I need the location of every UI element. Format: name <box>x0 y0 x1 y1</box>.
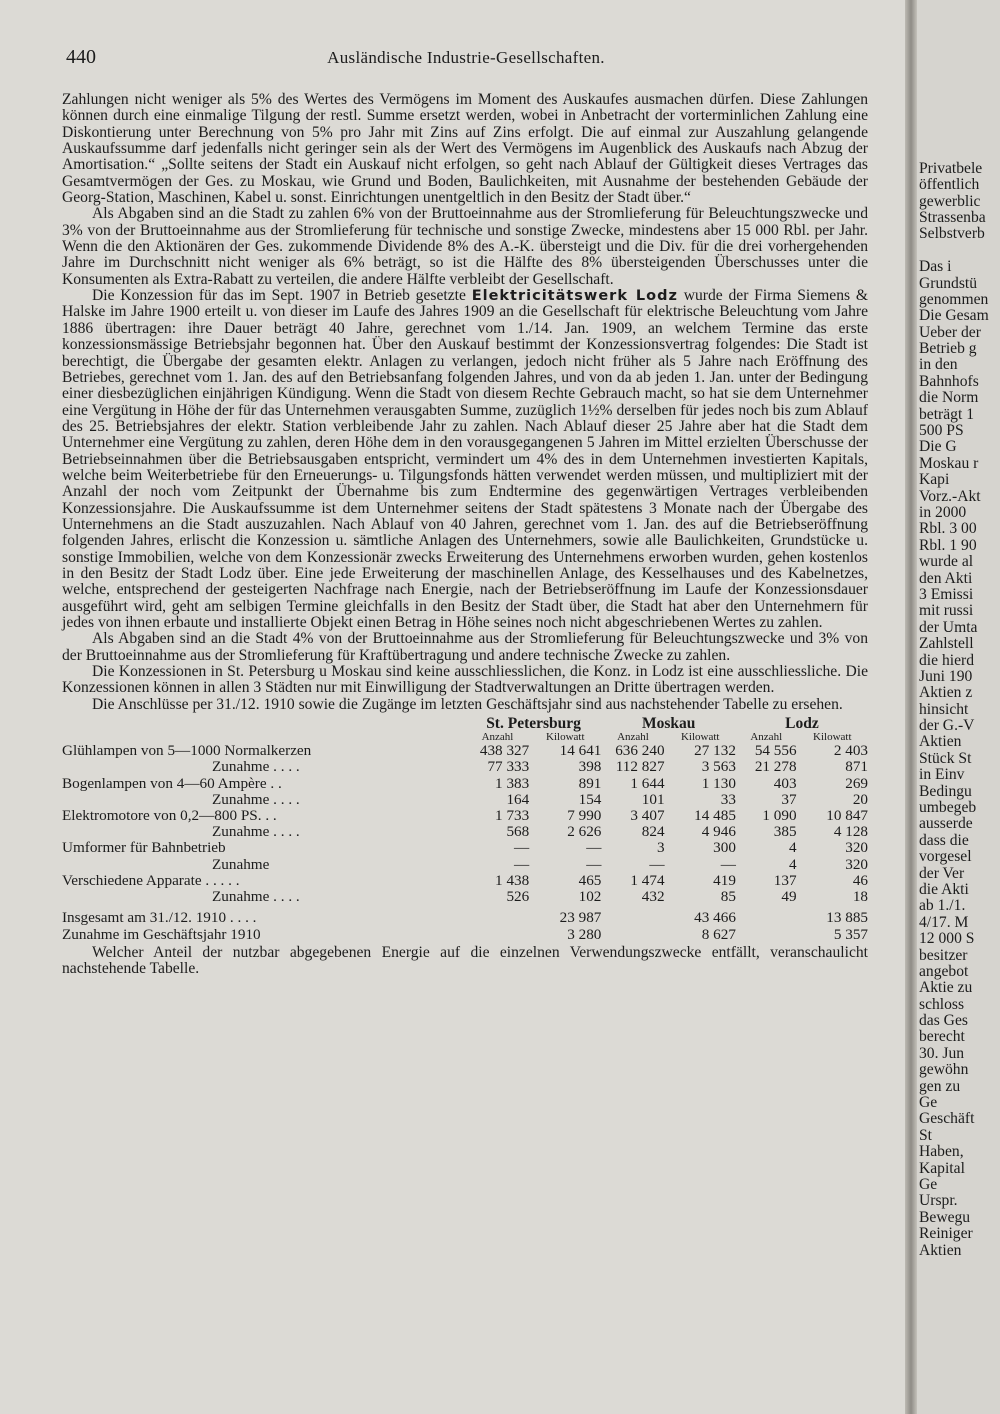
cell-value: 154 <box>578 790 602 808</box>
cell-value: 14 485 <box>694 807 736 825</box>
table-totals <box>62 905 868 942</box>
right-page-line: schloss <box>919 995 965 1013</box>
right-page-text <box>919 128 989 1259</box>
paragraph-abgaben-moskau: Als Abgaben sind an die Stadt zu zahlen 6% von der Bruttoeinnahme aus der Stromlieferung für Beleuchtungszwecke und 3% von der Bruttoeinnahme aus der Stromlieferung für technische und sonstige Zwecke, mindestens aber 15 000 Rbl. per Jahr. Wenn die den Aktionären der Ges. zukommende Dividende 8% des A.-K. übersteigt und die Div. für die drei vorhergehenden Jahre im Durchschnitt nicht weniger als 6% beträgt, so ist die Hälfte des 8% übersteigenden Überschusses unter die Konsumenten als Extra-Rabatt zu verteilen, die andere Hälfte verbleibt der Gesellschaft. <box>62 205 868 288</box>
city-header-moskau: Moskau <box>641 715 696 733</box>
table-total-row <box>62 905 868 926</box>
connections-table <box>62 716 868 943</box>
row-label: Umformer für Bahnbetrieb <box>62 839 226 857</box>
right-page-line: Rbl. 1 90 <box>919 536 977 554</box>
row-label: Elektromotore von 0,2—800 PS. . . <box>62 807 277 825</box>
right-page-line: 12 000 S <box>919 930 975 948</box>
col-anzahl: Anzahl <box>750 731 783 744</box>
company-name-elektricitaetswerk-lodz: Elektricitätswerk Lodz <box>471 288 678 305</box>
right-page-line: gen zu <box>919 1077 961 1095</box>
right-page-line: dass die <box>919 831 969 849</box>
cell-value: 2 626 <box>567 823 602 841</box>
right-page-line <box>919 243 989 259</box>
right-page-line: Betrieb g <box>919 340 977 358</box>
right-page-line: Haben, <box>919 1143 964 1161</box>
cell-value: 14 641 <box>559 742 602 760</box>
table-row <box>62 824 868 840</box>
cell-value: 320 <box>845 839 868 857</box>
row-label: Bogenlampen von 4—60 Ampère . . <box>62 774 282 792</box>
right-page-line: Ge <box>919 1094 938 1112</box>
col-kilowatt: Kilowatt <box>813 731 852 744</box>
right-page-line: Selbstverb <box>919 225 985 243</box>
paragraph-anschluesse-intro: Die Anschlüsse per 31./12. 1910 sowie die Zugänge im letzten Geschäftsjahr sind aus nachstehender Tabelle zu ersehen. <box>92 695 843 713</box>
col-anzahl: Anzahl <box>617 731 649 744</box>
right-page-line: Urspr. <box>919 1192 958 1210</box>
right-page-line: der Ver <box>919 864 965 882</box>
cell-value: 465 <box>578 871 602 889</box>
page-header <box>66 46 866 70</box>
right-page-line: beträgt 1 <box>919 405 974 423</box>
right-page-line: Bedingu <box>919 782 972 800</box>
cell-value: 403 <box>773 774 797 792</box>
table-row <box>62 857 868 873</box>
cell-value: — <box>514 839 530 857</box>
cell-value: 300 <box>713 839 736 857</box>
right-page-line: ausserde <box>919 815 973 833</box>
table-body <box>62 743 868 905</box>
cell-value: 438 327 <box>479 742 530 760</box>
total-label: Insgesamt am 31./12. 1910 . . . . <box>62 909 257 927</box>
cell-value: 46 <box>852 871 868 889</box>
running-title: Ausländische Industrie-Gesellschaften. <box>327 48 605 67</box>
table-row <box>62 743 868 759</box>
total-value: 13 885 <box>826 909 868 927</box>
right-page-line: Aktie zu <box>919 979 973 997</box>
cell-value: 102 <box>578 888 602 906</box>
total-value: 3 280 <box>567 925 602 943</box>
col-anzahl: Anzahl <box>481 731 514 744</box>
right-page-line: Reiniger <box>919 1225 973 1243</box>
right-page-line: die Norm <box>919 389 979 407</box>
cell-value: 49 <box>781 888 797 906</box>
total-value: 5 357 <box>833 925 868 943</box>
cell-value: 568 <box>506 823 530 841</box>
cell-value: 3 <box>656 839 665 857</box>
cell-value: — <box>514 855 530 873</box>
cell-value: 101 <box>641 790 665 808</box>
cell-value: 385 <box>773 823 797 841</box>
cell-value: 398 <box>578 758 602 776</box>
body-text <box>62 92 868 977</box>
right-page-line: Privatbele <box>919 159 983 177</box>
right-page-line: Juni 190 <box>919 667 973 685</box>
right-page-line: Geschäft <box>919 1110 975 1128</box>
cell-value: — <box>586 839 602 857</box>
cell-value: 432 <box>641 888 665 906</box>
cell-value: 526 <box>506 888 530 906</box>
right-page-line: vorgesel <box>919 848 972 866</box>
paragraph-konzessionen: Die Konzessionen in St. Petersburg u Moskau sind keine ausschliesslichen, die Konz. in Lodz ist eine ausschliessliche. Die Konzessionen können in allen 3 Städten nur mit Einwilligung der Stadtverwaltungen an Dritte übertragen werden. <box>62 663 868 697</box>
right-page-line: berecht <box>919 1028 965 1046</box>
right-page-line: wurde al <box>919 553 974 571</box>
right-page-line: das Ges <box>919 1012 968 1030</box>
right-page-line: gewöhn <box>919 1061 969 1079</box>
cell-value: 7 990 <box>567 807 602 825</box>
right-page-line: 500 PS <box>919 422 964 440</box>
table-city-header <box>62 716 868 732</box>
right-page-line <box>919 128 989 144</box>
cell-value: 871 <box>845 758 868 776</box>
table-row <box>62 889 868 905</box>
right-page-line: Moskau r <box>919 454 979 472</box>
paragraph-konzession-lodz <box>62 288 868 631</box>
table-row <box>62 776 868 792</box>
right-page-line: Aktien <box>919 1241 962 1259</box>
cell-value: 3 407 <box>630 807 665 825</box>
right-page-line: Bewegu <box>919 1208 971 1226</box>
cell-value: 21 278 <box>754 758 797 776</box>
right-page-line: Vorz.-Akt <box>919 487 981 505</box>
cell-value: — <box>649 855 665 873</box>
right-page-line: gewerblic <box>919 192 981 210</box>
cell-value: 269 <box>845 774 868 792</box>
cell-value: 37 <box>781 790 797 808</box>
right-page-line: Ueber der <box>919 323 981 341</box>
cell-value: 4 <box>788 839 797 857</box>
right-page-line: 3 Emissi <box>919 585 974 603</box>
right-page-line: den Akti <box>919 569 973 587</box>
right-page-line: Das i <box>919 258 952 276</box>
right-page-line <box>919 144 989 160</box>
right-page-line: Aktien <box>919 733 962 751</box>
cell-value: 419 <box>713 871 736 889</box>
right-page-line: 4/17. M <box>919 913 969 931</box>
cell-value: 2 403 <box>833 742 868 760</box>
right-page-line: öffentlich <box>919 176 980 194</box>
cell-value: 1 474 <box>630 871 665 889</box>
cell-value: 10 847 <box>826 807 868 825</box>
cell-value: 18 <box>852 888 868 906</box>
paragraph-konzession-lodz-body: wurde der Firma Siemens & Halske im Jahre 1900 erteilt u. von dieser im Laufe des Jahres 1909 an die Gesellschaft für elektrische Beleuchtung vom Jahre 1886 übertragen: ihre Dauer beträgt 40 Jahre, gerechnet vom 1./14. Jan. 1909, an welchem Termine das erste konzessionsmässige Betriebsjahr begonnen hat. Über den Auskauf bestimmt der Konzessionsvertrag folgendes: Die Stadt ist berechtigt, die Übergabe der gesamten elektr. Anlagen zu verlangen, jedoch nicht früher als 5 Jahre nach Eröffnung des Betriebes, gerechnet vom 1. Jan. des auf den Betriebsanfang folgenden Jahres, und von da ab jeden 1. Jan. unter der Bedingung einer diesbezüglichen einjährigen Kündigung. Wenn die Stadt von diesem Rechte Gebrauch macht, so hat sie dem Unternehmer eine Vergütung in Höhe der für das Unternehmen verausgabten Summe, zuzüglich 1½% derselben für jedes noch bis zum Ablauf des 25. Betriebsjahres der elektr. Station verbleibende Jahr zu zahlen. Nach Ablauf dieser 25 Jahre aber hat die Stadt dem Unternehmer eine Vergütung zu zahlen, deren Höhe dem in den vorausgegangenen 5 Jahren im Mittel erzielten Überschusse der Betriebseinnahmen über die Betriebsausgaben entspricht, vermindert um 4% des in dem Unternehmen investierten Kapitals, welche beim Weiterbetriebe für den Erneuerungs- u. Tilgungsfonds hätten verwendet werden müssen, und multipliziert mit der Anzahl der noch vom Zeitpunkt der Übernahme bis zum Endtermine des gegenwärtigen Vertrages verbleibenden Konzessionsjahre. Die Auskaufssumme ist dem Unternehmer seitens der Stadt spätestens 3 Monate nach der Übergabe des Unternehmens an die Stadt auszuzahlen. Nach Ablauf von 40 Jahren, gerechnet vom 1. Jan. des auf die Betriebseröffnung folgenden Jahres, erlischt die Konzession u. sämtliche Anlagen des Unternehmers, sowie alle Baulichkeiten, Grundstücke u. sonstige Immobilien, welche von dem Konzessionär zwecks Erweiterung des Unternehmens erworben wurden, gehen kostenlos in den Besitz der Stadt Lodz über. Eine jede Erweiterung der maschinellen Anlage, des Kesselhauses und des Kabelnetzes, welche, entsprechend der gesteigerten Nachfrage nach Energie, nach der Betriebseröffnung im Laufe der Konzessionsdauer ausgeführt wird, geht am selbigen Termine gleichfalls in den Besitz der Stadt über, die Stadt hat aber den Unternehmern für jedes von ihnen erbaute und installierte Objekt einen Betrag in Höhe seines noch nicht abgeschriebenen Wertes zu zahlen. <box>62 287 868 631</box>
cell-value: 27 132 <box>694 742 736 760</box>
row-label: Zunahme <box>212 855 270 873</box>
right-page-line: 30. Jun <box>919 1044 965 1062</box>
right-page-line: angebot <box>919 962 969 980</box>
paragraph-abgaben-lodz: Als Abgaben sind an die Stadt 4% von der Bruttoeinnahme aus der Stromlieferung für Beleuchtungszwecke und 3% von der Bruttoeinnahme aus der Stromlieferung für Kraftübertragung und andere technische Zwecke zu zahlen. <box>62 630 868 664</box>
table-row <box>62 873 868 889</box>
right-page-line: mit russi <box>919 602 974 620</box>
cell-value: 77 333 <box>487 758 530 776</box>
row-label: Zunahme . . . . <box>212 823 300 841</box>
right-page-line: in Einv <box>919 766 965 784</box>
cell-value: 1 438 <box>495 871 530 889</box>
right-page-line: genommen <box>919 290 989 308</box>
cell-value: 1 383 <box>495 774 530 792</box>
row-label: Zunahme . . . . <box>212 888 300 906</box>
right-page-line: Bahnhofs <box>919 372 979 390</box>
cell-value: — <box>586 855 602 873</box>
total-value: 23 987 <box>559 909 602 927</box>
right-page-line: in 2000 <box>919 503 967 521</box>
cell-value: 320 <box>845 855 868 873</box>
book-gutter <box>905 0 917 1414</box>
table-total-row <box>62 927 868 943</box>
cell-value: 1 090 <box>762 807 797 825</box>
right-page-line: Kapital <box>919 1159 965 1177</box>
right-page-line: Die Gesam <box>919 307 989 325</box>
total-value: 8 627 <box>701 925 736 943</box>
right-page-line: besitzer <box>919 946 968 964</box>
right-page-line: Stück St <box>919 749 972 767</box>
right-page-line: der Umta <box>919 618 978 636</box>
right-page-line: der G.-V <box>919 717 975 735</box>
total-value: 43 466 <box>694 909 736 927</box>
right-page-line: die hierd <box>919 651 974 669</box>
cell-value: 112 827 <box>615 758 665 776</box>
right-page-line: Strassenba <box>919 208 986 226</box>
cell-value: 4 <box>788 855 797 873</box>
paragraph-energie-anteil: Welcher Anteil der nutzbar abgegebenen Energie auf die einzelnen Verwendungszwecke entfällt, veranschaulicht nachstehende Tabelle. <box>62 943 868 978</box>
cell-value: 891 <box>578 774 602 792</box>
cell-value: 137 <box>773 871 797 889</box>
cell-value: 1 733 <box>495 807 530 825</box>
table-row <box>62 792 868 808</box>
right-page-line: ab 1./1. <box>919 897 966 915</box>
right-page-line: in den <box>919 356 958 374</box>
right-page-line: Ge <box>919 1176 938 1193</box>
total-label: Zunahme im Geschäftsjahr 1910 <box>62 925 261 943</box>
page-number: 440 <box>66 46 96 68</box>
right-page-line: hinsicht <box>919 700 969 718</box>
cell-value: 636 240 <box>615 742 665 760</box>
right-page-line: Kapi <box>919 471 950 489</box>
right-page-line: umbegeb <box>919 799 977 817</box>
col-kilowatt: Kilowatt <box>680 731 720 744</box>
cell-value: 33 <box>720 790 736 808</box>
cell-value: 824 <box>641 823 665 841</box>
cell-value: 4 128 <box>833 823 868 841</box>
right-page-line: Rbl. 3 00 <box>919 520 977 538</box>
right-page-line: die Akti <box>919 880 969 898</box>
cell-value: 3 563 <box>701 758 736 776</box>
right-page-line: Aktien z <box>919 684 973 702</box>
row-label: Glühlampen von 5—1000 Normalkerzen <box>62 742 312 760</box>
table-row <box>62 840 868 856</box>
right-page-line: Grundstü <box>919 274 978 292</box>
right-page-line: St <box>919 1126 933 1144</box>
paragraph-konzession-lodz-intro: Die Konzession für das im Sept. 1907 in Betrieb gesetzte <box>92 287 466 305</box>
cell-value: 20 <box>852 790 868 808</box>
right-page-line: Zahlstell <box>919 635 974 653</box>
table-row <box>62 759 868 775</box>
cell-value: 1 130 <box>701 774 736 792</box>
cell-value: 54 556 <box>754 742 797 760</box>
row-label: Zunahme . . . . <box>212 790 300 808</box>
cell-value: 1 644 <box>630 774 665 792</box>
book-page-right-fragment <box>917 0 1000 1414</box>
row-label: Verschiedene Apparate . . . . . <box>62 871 240 889</box>
city-header-lodz: Lodz <box>785 715 819 733</box>
col-kilowatt: Kilowatt <box>546 731 585 744</box>
table-row <box>62 808 868 824</box>
cell-value: 85 <box>720 888 736 906</box>
cell-value: 4 946 <box>701 823 736 841</box>
city-header-st-petersburg: St. Petersburg <box>486 715 581 733</box>
cell-value: — <box>720 855 736 873</box>
cell-value: 164 <box>506 790 530 808</box>
paragraph-auskauf: Zahlungen nicht weniger als 5% des Wertes des Vermögens im Moment des Auskaufes ausmachen dürfen. Diese Zahlungen können durch eine einmalige Tilgung der restl. Summe ersetzt werden, wobei in Anbetracht der vorterminlichen Zahlung eine Diskontierung unter Berechnung von 5% pro Jahr mit Zins auf Zins erfolgt. Die auf einmal zur Auszahlung gelangende Auskaufssumme darf jedenfalls nicht geringer sein als der Wert des Vermögens im Augenblick des Auskaufs nach Abzug der Amortisation.“ „Sollte seitens der Stadt ein Auskauf nicht erfolgen, so geht nach Ablauf der Gültigkeit dieses Vertrages das Gesamtvermögen der Ges. zu Moskau, wie Grund und Boden, Baulichkeiten, mit Ausnahme der bestehenden Gebäude der Georg-Station, Maschinen, Kabel u. sonst. Einrichtungen unentgeltlich in den Besitz der Stadt über.“ <box>62 91 868 207</box>
row-label: Zunahme . . . . <box>212 758 300 776</box>
right-page-line: Die G <box>919 438 957 456</box>
